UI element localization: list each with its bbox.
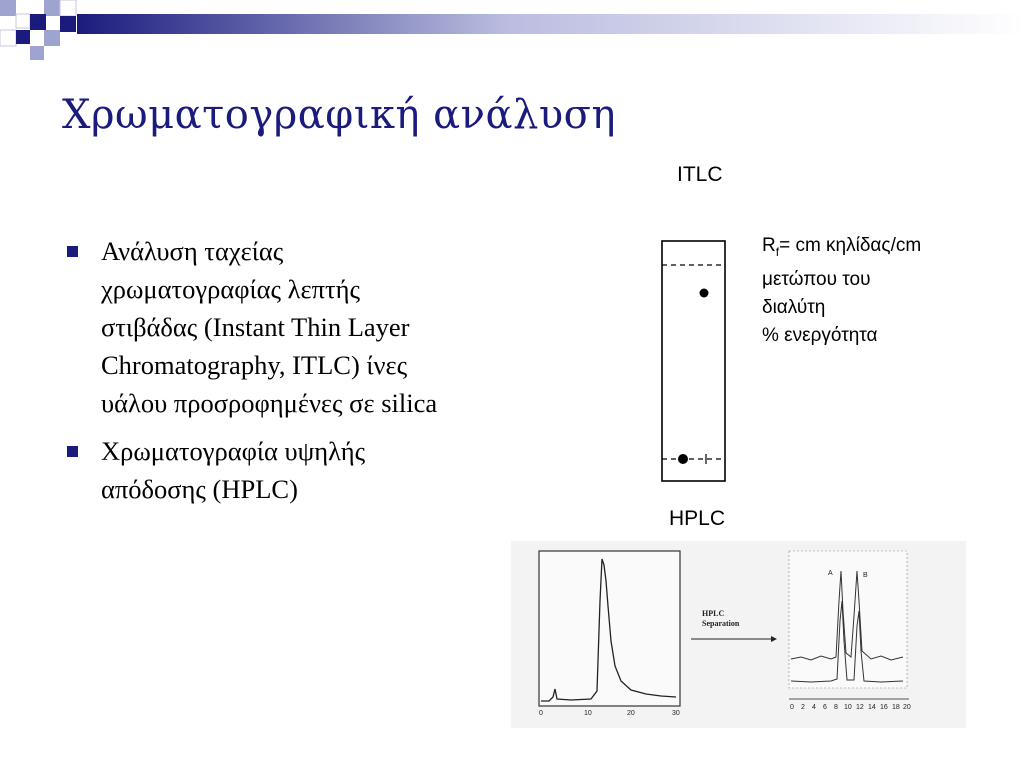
- bullet-square-icon: [67, 246, 78, 257]
- rf-subscript: f: [775, 244, 780, 259]
- right-tick: 4: [812, 704, 816, 711]
- right-tick: 16: [880, 704, 888, 711]
- left-tick-30: 30: [672, 710, 680, 717]
- right-tick: 8: [834, 704, 838, 711]
- hplc-separation-label-1: HPLC: [702, 609, 725, 618]
- bullet-square-icon: [67, 446, 78, 457]
- hplc-separation-label-2: Separation: [702, 619, 740, 628]
- right-tick: 10: [844, 704, 852, 711]
- rf-formula: = cm κηλίδας/cm: [779, 235, 922, 256]
- right-tick: 18: [892, 704, 900, 711]
- rf-line-2: μετώπου του: [762, 268, 871, 290]
- peak-b-label: B: [863, 572, 868, 579]
- hplc-chromatogram-image: [511, 541, 966, 728]
- header-decoration: [0, 0, 1024, 60]
- right-tick: 6: [823, 704, 827, 711]
- bullet-list: [62, 232, 462, 518]
- itlc-label: ITLC: [677, 163, 723, 186]
- right-tick: 12: [856, 704, 864, 711]
- bullet-item-itlc: [62, 232, 462, 422]
- rf-letter: R: [762, 235, 776, 256]
- right-tick: 0: [790, 704, 794, 711]
- bullet-item-hplc: [62, 432, 462, 508]
- left-tick-0: 0: [539, 710, 543, 717]
- rf-formula-line: [762, 232, 921, 266]
- rf-line-3: διαλύτη: [762, 296, 826, 318]
- left-tick-20: 20: [627, 710, 635, 717]
- bullet-text: Χρωματογραφία υψηλής απόδοσης (HPLC): [101, 436, 366, 504]
- right-tick: 20: [903, 704, 911, 711]
- right-tick: 2: [801, 704, 805, 711]
- hplc-label: HPLC: [669, 507, 726, 530]
- rf-formula-note: [762, 232, 921, 350]
- bullet-text: Ανάλυση ταχείας χρωματογραφίας λεπτής στιβάδας (Instant Thin Layer Chromatography, ITLC) ίνες υάλου προσροφημένες σε silica: [101, 236, 438, 418]
- header-gradient-bar: [0, 0, 1024, 60]
- itlc-strip-diagram: [655, 235, 735, 490]
- left-tick-10: 10: [584, 710, 592, 717]
- rf-line-4: % ενεργότητα: [762, 324, 878, 346]
- peak-a-label: A: [828, 570, 833, 577]
- right-tick: 14: [868, 704, 876, 711]
- slide-title: Χρωματογραφική ανάλυση: [62, 92, 616, 138]
